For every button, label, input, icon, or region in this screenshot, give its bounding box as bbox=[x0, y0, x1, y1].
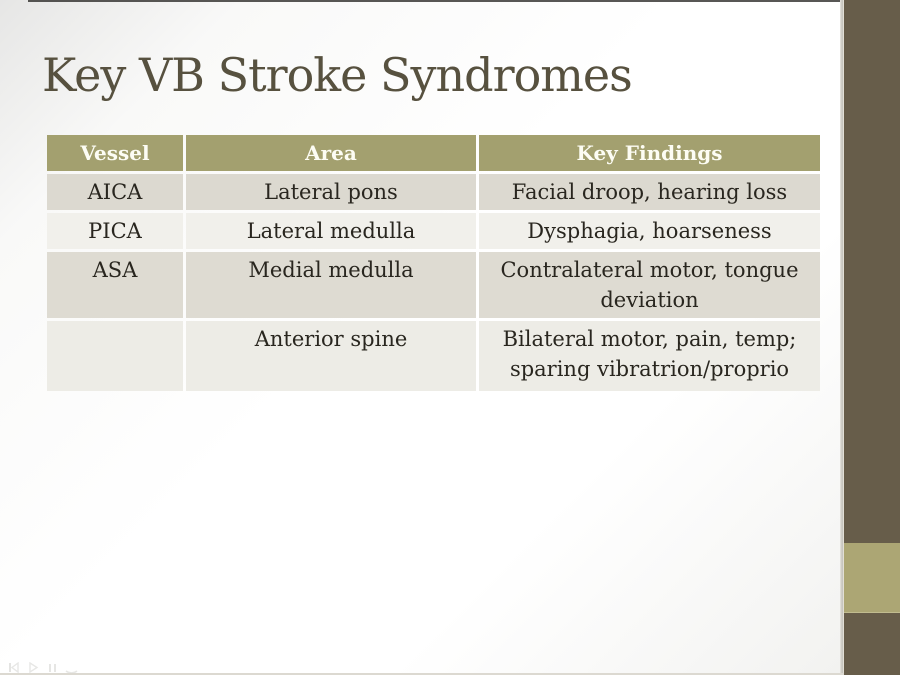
volume-icon[interactable] bbox=[65, 662, 78, 673]
table-row bbox=[47, 252, 820, 318]
table-row bbox=[47, 321, 820, 391]
cell-vessel: PICA bbox=[47, 213, 183, 249]
cell-findings: Facial droop, hearing loss bbox=[479, 174, 820, 210]
table-row bbox=[47, 174, 820, 210]
skip-back-icon[interactable] bbox=[8, 662, 20, 673]
cell-findings: Bilateral motor, pain, temp; sparing vibratrion/proprio bbox=[479, 321, 820, 391]
cell-vessel: AICA bbox=[47, 174, 183, 210]
cell-area: Anterior spine bbox=[186, 321, 476, 391]
right-sidebar bbox=[844, 0, 900, 675]
cell-findings: Contralateral motor, tongue deviation bbox=[479, 252, 820, 318]
cell-findings: Dysphagia, hoarseness bbox=[479, 213, 820, 249]
cell-area: Lateral pons bbox=[186, 174, 476, 210]
cell-vessel: ASA bbox=[47, 252, 183, 318]
table-row bbox=[47, 213, 820, 249]
player-controls-ghost bbox=[8, 661, 78, 673]
slide-title: Key VB Stroke Syndromes bbox=[42, 48, 632, 102]
column-header-key-findings: Key Findings bbox=[479, 135, 820, 171]
column-header-vessel: Vessel bbox=[47, 135, 183, 171]
pause-icon[interactable] bbox=[46, 662, 58, 673]
table-header-row bbox=[47, 135, 820, 171]
stroke-syndromes-table bbox=[44, 132, 823, 394]
top-border-line bbox=[28, 0, 900, 2]
column-header-area: Area bbox=[186, 135, 476, 171]
play-icon[interactable] bbox=[27, 662, 39, 673]
cell-area: Lateral medulla bbox=[186, 213, 476, 249]
cell-area: Medial medulla bbox=[186, 252, 476, 318]
sidebar-accent-block bbox=[844, 543, 900, 613]
cell-vessel bbox=[47, 321, 183, 391]
